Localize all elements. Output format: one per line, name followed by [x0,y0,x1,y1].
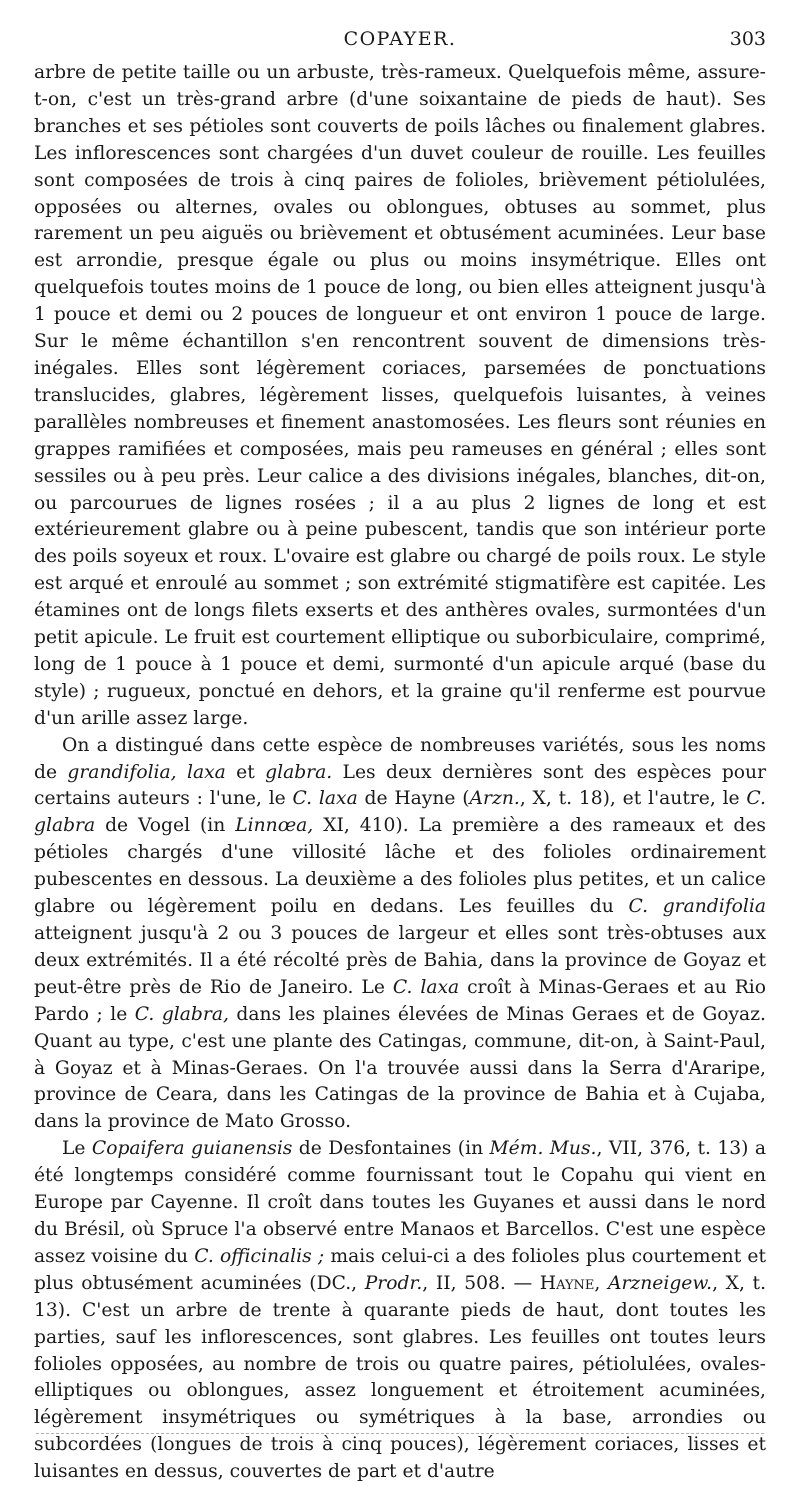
italic-run: Mém. Mus. [489,1138,597,1160]
italic-run: glabra. [265,761,333,783]
italic-run: grandifolia, laxa [67,761,226,783]
text-run: de Vogel (in [95,815,236,837]
text-run: On a distingué dans cette espèce de nombreuses variétés, sous les noms de [34,734,766,783]
italic-run: C. glabra [34,788,766,837]
smallcaps-run: Hayne [539,1272,595,1294]
paragraph [34,60,766,733]
text-run: mais celui-ci a des folioles plus courtement et plus obtusément acuminées (DC., [34,1245,766,1294]
text-run: XI, 410). La première a des rameaux et des pétioles chargés d'une villosité lâche et des folioles ordinairement pubescentes en dessous. La deuxième a des folioles plus petites, et un calice glabre ou légèrement poilu en dedans. Les feuilles du [34,815,766,918]
text-run: Le [62,1138,92,1160]
text-run: , VII, 376, t. 13) a été longtemps considéré comme fournissant tout le Copahu qui vient en Europe par Cayenne. Il croît dans toutes les Guyanes et aussi dans le nord du Brésil, où Spruce l'a observé entre Manaos et Barcellos. C'est une espèce assez voisine du [34,1138,766,1267]
running-title: COPAYER. [343,28,457,50]
text-run: Les deux dernières sont des espèces pour certains auteurs : l'une, le [34,761,767,810]
text-run: , X, t. 13). C'est un arbre de trente à quarante pieds de haut, dont toutes les parties, sauf les inflorescences, sont glabres. Les feuilles ont toutes leurs folioles opposées, au nombre de trois ou quatre paires, pétiolulées, ovales-elliptiques ou oblongues, assez longuement et étroitement acuminées, légèrement insymétriques ou symétriques à la base, arrondies ou subcordées (longues de trois à cinq pouces), légèrement coriaces, lisses et luisantes en dessus, couvertes de part et d'autre [34,1272,767,1483]
text-run: et [225,761,266,783]
italic-run: C. officinalis ; [194,1245,325,1267]
italic-run: C. laxa [292,788,358,810]
text-run: dans les plaines élevées de Minas Geraes et de Goyaz. Quant au type, c'est une plante des Catingas, commune, dit-on, à Saint-Paul, à Goyaz et à Minas-Geraes. On l'a trouvée aussi dans la Serra d'Araripe, province de Ceara, dans les Catingas de la province de Bahia et à Cujaba, dans la province de Mato Grosso. [34,1003,766,1133]
page-body [34,60,766,1486]
italic-run: C. laxa [392,976,460,998]
italic-run: Arzneigew. [608,1272,713,1294]
text-run: , X, t. 18), et l'autre, le [519,788,747,810]
italic-run: Linnœa, [235,815,314,837]
text-run: , [594,1272,608,1294]
text-run: de Hayne ( [357,788,470,810]
text-run: de Desfontaines (in [292,1138,490,1160]
italic-run: Prodr. [364,1272,423,1294]
running-header [34,28,766,58]
page-number: 303 [729,28,766,50]
italic-run: C. grandifolia [628,896,766,918]
text-run: atteignent jusqu'à 2 ou 3 pouces de largeur et elles sont très-obtuses aux deux extrémités. Il a été récolté près de Bahia, dans la province de Goyaz et peut-être près de Rio de Janeiro. Le [34,923,766,998]
footer-rule [36,1433,764,1434]
italic-run: C. glabra, [134,1003,229,1025]
paragraph [34,733,766,1137]
italic-run: Copaifera guianensis [91,1138,293,1160]
text-run: croît à Minas-Geraes et au Rio Pardo ; le [34,976,766,1025]
italic-run: Arzn. [469,788,520,810]
text-run: , II, 508. — [422,1272,540,1294]
text-run: arbre de petite taille ou un arbuste, très-rameux. Quelquefois même, assure-t-on, c'est un très-grand arbre (d'une soixantaine de pieds de haut). Ses branches et ses pétioles sont couverts de poils lâches ou finalement glabres. Les inflorescences sont chargées d'un duvet couleur de rouille. Les feuilles sont composées de trois à cinq paires de folioles, brièvement pétiolulées, opposées ou alternes, ovales ou oblongues, obtuses au sommet, plus rarement un peu aiguës ou brièvement et obtusément acuminées. Leur base est arrondie, presque égale ou plus ou moins insymétrique. Elles ont quelquefois toutes moins de 1 pouce de long, ou bien elles atteignent jusqu'à 1 pouce et demi ou 2 pouces de longueur et ont environ 1 pouce de large. Sur le même échantillon s'en rencontrent souvent de dimensions très-inégales. Elles sont légèrement coriaces, parsemées de ponctuations translucides, glabres, légèrement lisses, quelquefois luisantes, à veines parallèles nombreuses et finement anastomosées. Les fleurs sont réunies en grappes ramifiées et composées, mais peu rameuses en général ; elles sont sessiles ou à peu près. Leur calice a des divisions inégales, blanches, dit-on, ou parcourues de lignes rosées ; il a au plus 2 lignes de long et est extérieurement glabre ou à peine pubescent, tandis que son intérieur porte des poils soyeux et roux. L'ovaire est glabre ou chargé de poils roux. Le style est arqué et enroulé au sommet ; son extrémité stigmatifère est capitée. Les étamines ont de longs filets exserts et des anthères ovales, surmontées d'un petit apicule. Le fruit est courtement elliptique ou suborbiculaire, comprimé, long de 1 pouce à 1 pouce et demi, surmonté d'un apicule arqué (base du style) ; rugueux, ponctué en dehors, et la graine qu'il renferme est pourvue d'un arille assez large. [34,62,767,729]
